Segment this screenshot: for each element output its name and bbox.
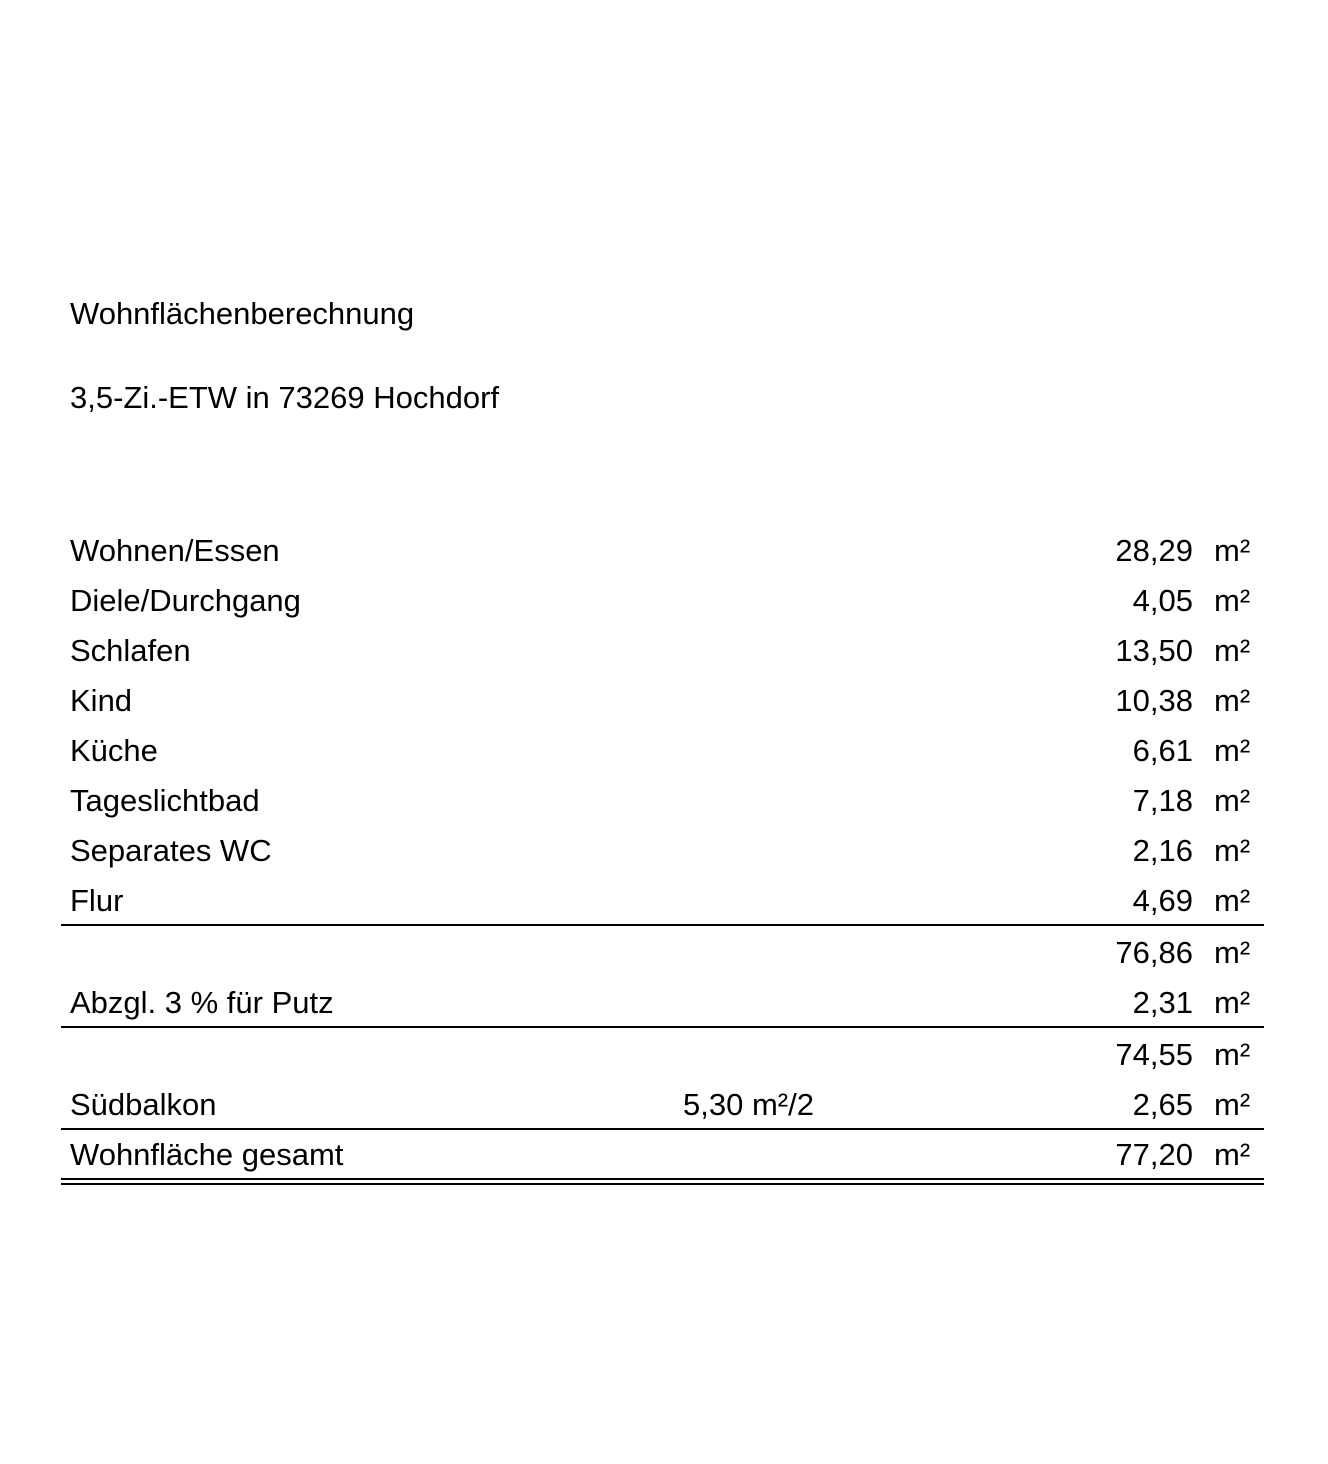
room-area-unit: m²	[1214, 783, 1251, 818]
total-double-rule-top	[61, 1178, 1264, 1180]
deduction-unit: m²	[1214, 985, 1251, 1020]
room-label: Flur	[70, 883, 124, 918]
room-area-unit: m²	[1214, 633, 1251, 668]
room-area-unit: m²	[1214, 533, 1251, 568]
sum-divider	[61, 1026, 1264, 1028]
deduction-value: 2,31	[1132, 985, 1193, 1020]
subtotal-unit: m²	[1214, 1037, 1251, 1072]
room-label: Tageslichtbad	[70, 783, 260, 818]
room-label: Kind	[70, 683, 133, 718]
total-value: 77,20	[1115, 1137, 1193, 1172]
subtotal-value: 76,86	[1115, 935, 1193, 970]
deduction-label: Abzgl. 3 % für Putz	[70, 985, 334, 1020]
subtotal-row	[0, 935, 1328, 971]
room-area-value: 4,69	[1132, 883, 1193, 918]
document-subtitle: 3,5-Zi.-ETW in 73269 Hochdorf	[70, 380, 500, 415]
room-label: Schlafen	[70, 633, 191, 668]
balcony-calculation: 5,30 m²/2	[683, 1087, 814, 1122]
subtotal-unit: m²	[1214, 935, 1251, 970]
balcony-row	[0, 1087, 1328, 1123]
room-label: Küche	[70, 733, 158, 768]
sum-divider	[61, 1128, 1264, 1130]
room-area-value: 13,50	[1115, 633, 1193, 668]
balcony-label: Südbalkon	[70, 1087, 217, 1122]
table-row	[0, 883, 1328, 919]
deduction-row	[0, 985, 1328, 1021]
table-row	[0, 583, 1328, 619]
room-area-unit: m²	[1214, 733, 1251, 768]
room-area-value: 6,61	[1132, 733, 1193, 768]
room-area-unit: m²	[1214, 833, 1251, 868]
total-unit: m²	[1214, 1137, 1251, 1172]
room-area-value: 4,05	[1132, 583, 1193, 618]
room-area-value: 10,38	[1115, 683, 1193, 718]
room-label: Diele/Durchgang	[70, 583, 301, 618]
sum-divider	[61, 924, 1264, 926]
subtotal-value: 74,55	[1115, 1037, 1193, 1072]
room-area-unit: m²	[1214, 883, 1251, 918]
table-row	[0, 683, 1328, 719]
balcony-value: 2,65	[1132, 1087, 1193, 1122]
balcony-unit: m²	[1214, 1087, 1251, 1122]
total-row	[0, 1137, 1328, 1173]
table-row	[0, 533, 1328, 569]
room-label: Separates WC	[70, 833, 272, 868]
room-label: Wohnen/Essen	[70, 533, 280, 568]
table-row	[0, 633, 1328, 669]
table-row	[0, 833, 1328, 869]
room-area-value: 7,18	[1132, 783, 1193, 818]
room-area-value: 28,29	[1115, 533, 1193, 568]
total-label: Wohnfläche gesamt	[70, 1137, 344, 1172]
room-area-unit: m²	[1214, 683, 1251, 718]
table-row	[0, 783, 1328, 819]
subtotal-row	[0, 1037, 1328, 1073]
room-area-unit: m²	[1214, 583, 1251, 618]
room-area-value: 2,16	[1132, 833, 1193, 868]
total-double-rule-bottom	[61, 1183, 1264, 1185]
table-row	[0, 733, 1328, 769]
document-title: Wohnflächenberechnung	[70, 296, 415, 331]
